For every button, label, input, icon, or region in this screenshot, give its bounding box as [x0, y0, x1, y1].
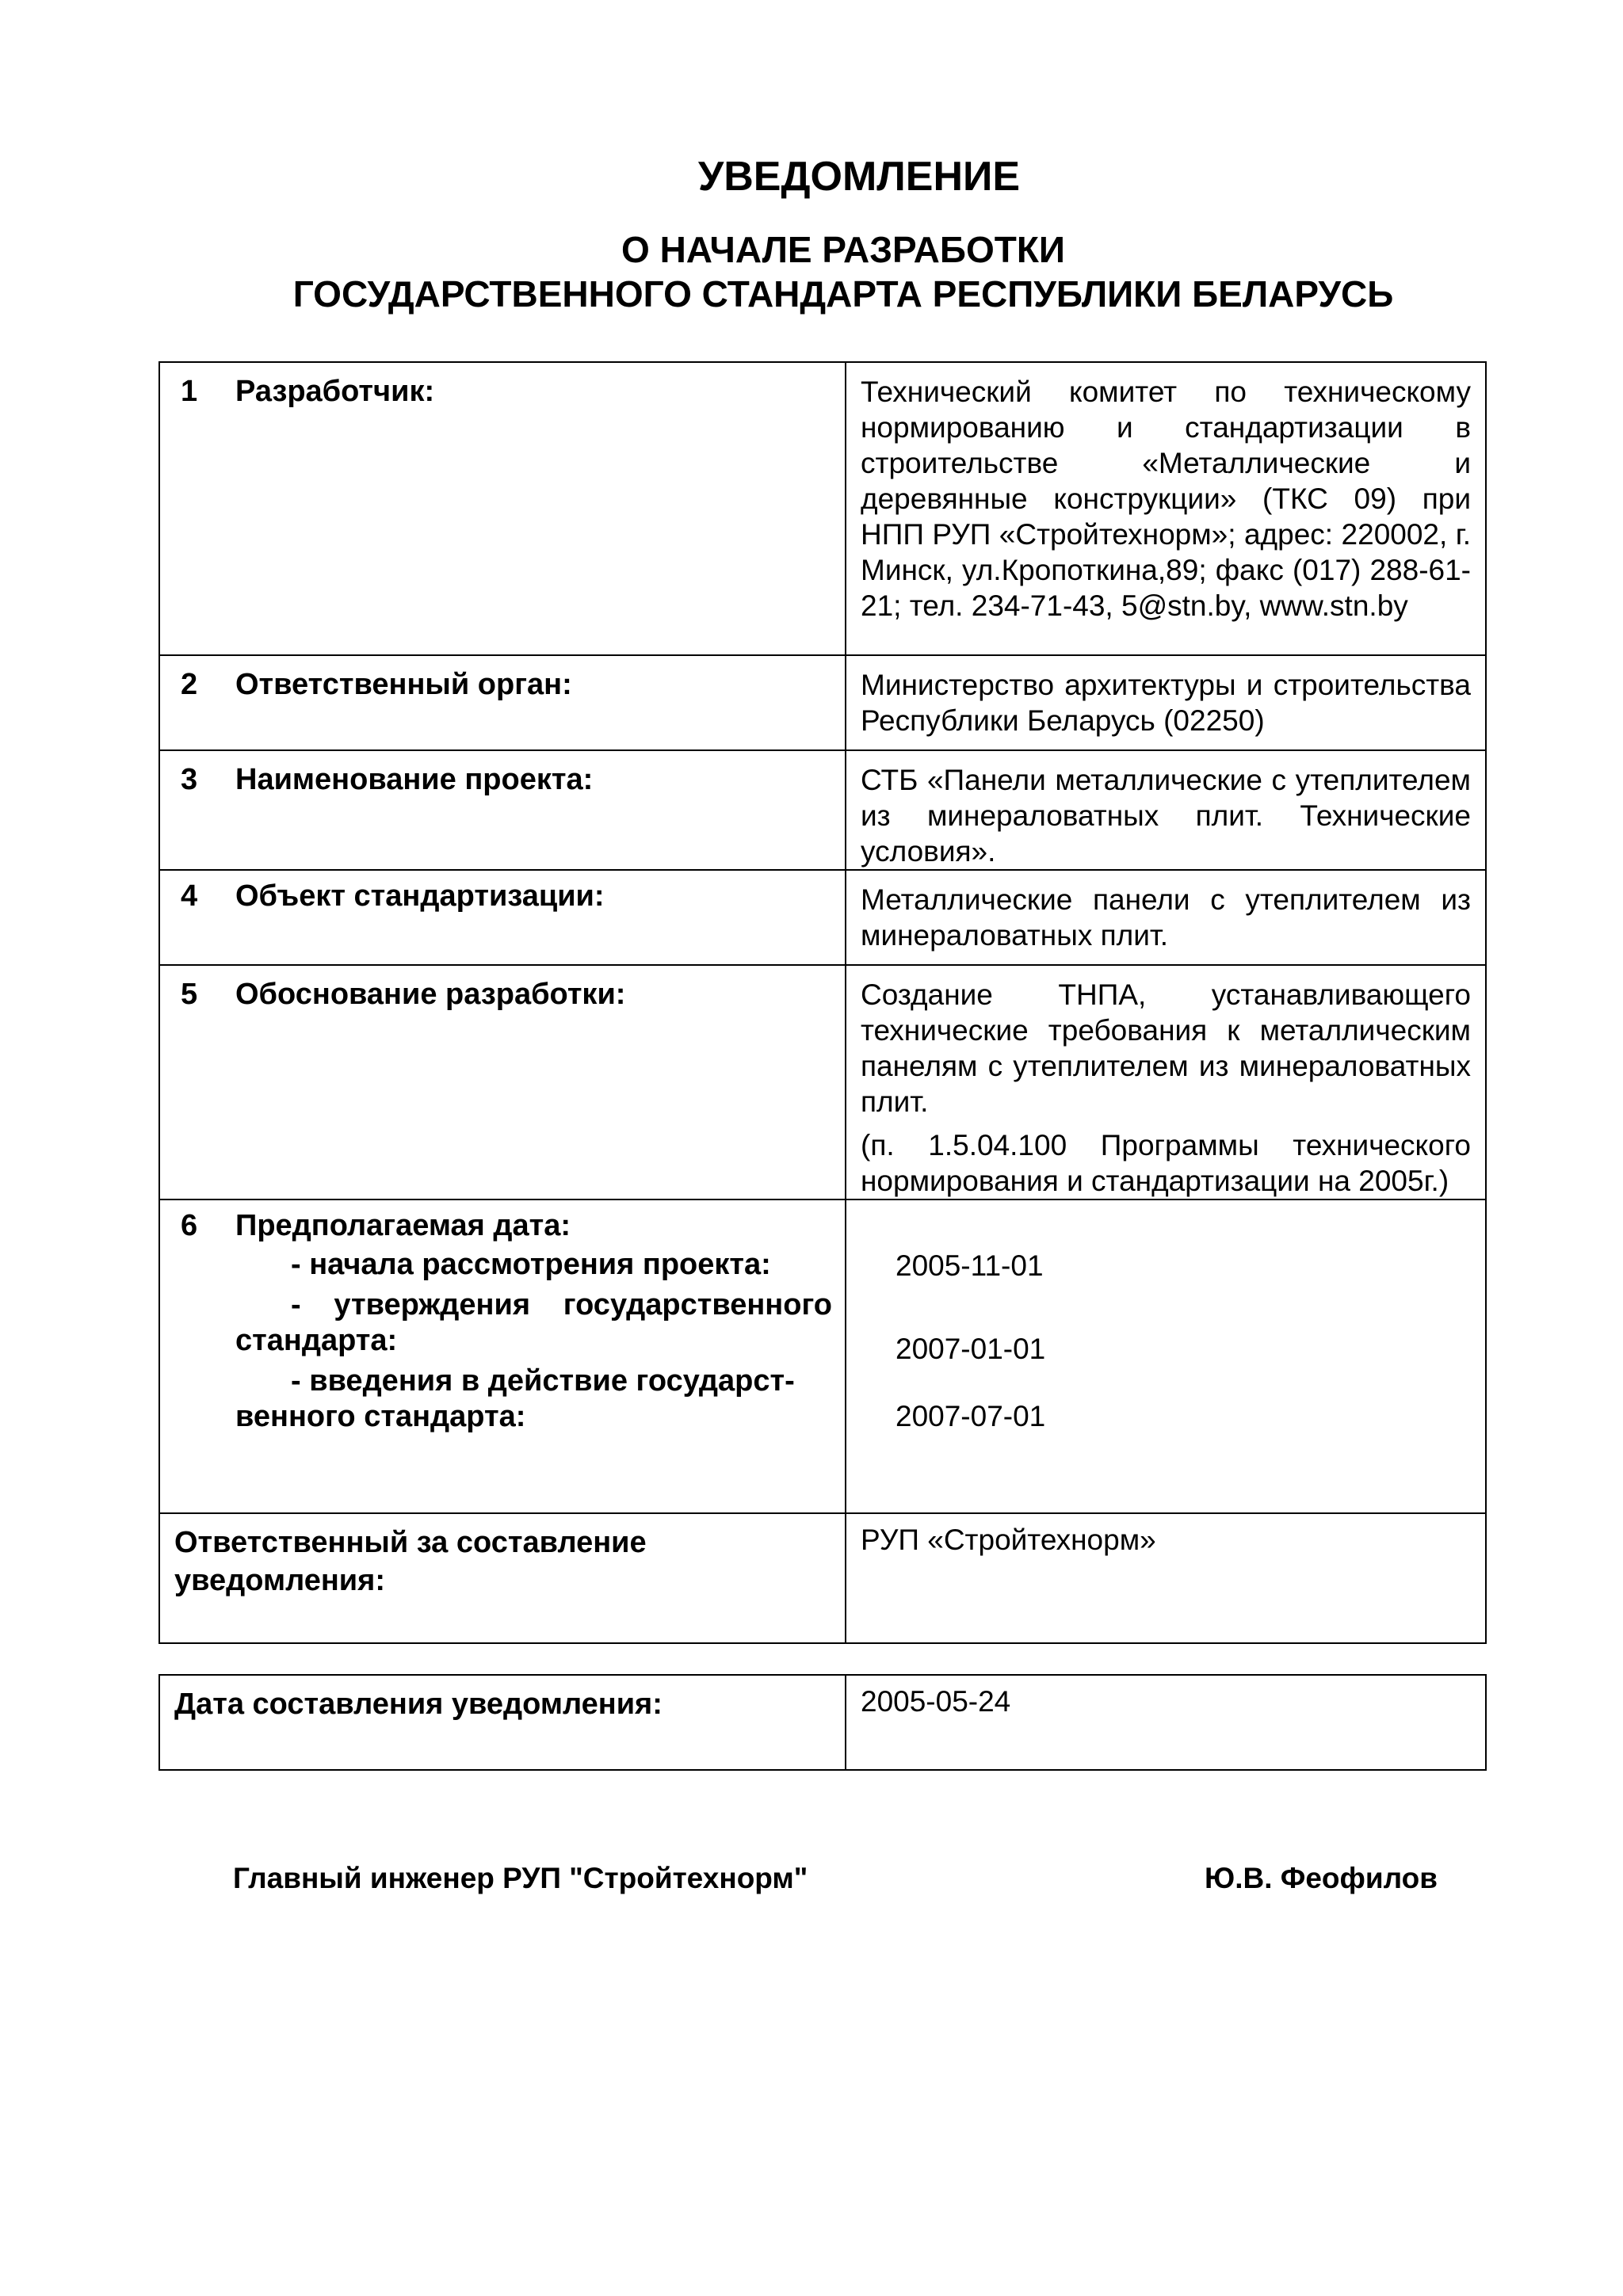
- enactment-label-line2: венного стандарта:: [235, 1400, 526, 1433]
- table-row: [159, 1675, 1486, 1770]
- row-number: 4: [181, 879, 198, 913]
- row-label: Предполагаемая дата:: [235, 1209, 571, 1242]
- date-sublabels: [160, 1247, 845, 1435]
- responsible-body-value: Министерство архитектуры и строительства Республики Беларусь (02250): [846, 655, 1486, 750]
- row-number: 3: [181, 763, 198, 796]
- dates-column: [846, 1200, 1485, 1512]
- project-name-value: СТБ «Панели металлические с утеплителем из минераловатных плит. Технические условия».: [846, 750, 1486, 870]
- dates-cell: [846, 1199, 1486, 1513]
- row-label: Ответственный орган:: [235, 668, 572, 701]
- approval-date: 2007-01-01: [896, 1333, 1046, 1365]
- row-number: 6: [181, 1209, 198, 1242]
- row-label: Разработчик:: [235, 375, 435, 408]
- row-number: 5: [181, 978, 198, 1011]
- table-row: [159, 1199, 1486, 1513]
- justification-text: Создание ТНПА, устанавливающего технические требования к металлическим панелям с утеплителем из минераловатных плит.: [861, 978, 1471, 1118]
- responsible-label: Ответственный за составление уведомления:: [159, 1513, 846, 1643]
- row-label: Объект стандартизации:: [235, 879, 605, 913]
- row-label-cell: [159, 965, 846, 1199]
- row-label-cell: [159, 362, 846, 655]
- developer-value: Технический комитет по техническому нормированию и стандартизации в строительстве «Металлические и деревянные конструкции» (ТКС 09) при НПП РУП «Стройтехнорм»; адрес: 220002, г. Минск, ул.Кропоткина,89; факс (017) 288-61-21; тел. 234-71-43, 5@stn.by, www.stn.by: [846, 362, 1486, 655]
- responsible-table: [158, 1512, 1487, 1644]
- document-title: УВЕДОМЛЕНИЕ: [697, 154, 1021, 200]
- notice-details-table: [158, 361, 1487, 1514]
- approval-label-line2: стандарта:: [235, 1324, 398, 1357]
- table-row: [159, 655, 1486, 750]
- responsible-value: РУП «Стройтехнорм»: [846, 1513, 1486, 1643]
- table-row: [159, 750, 1486, 870]
- row-label-cell: [159, 1199, 846, 1513]
- row-number: 1: [181, 375, 198, 408]
- row-label-cell: [159, 750, 846, 870]
- notice-date-value: 2005-05-24: [846, 1675, 1486, 1770]
- enactment-label-line1: - введения в действие государст-: [291, 1364, 795, 1398]
- row-label-cell: [159, 870, 846, 965]
- enactment-date: 2007-07-01: [896, 1400, 1046, 1432]
- signature-position: Главный инженер РУП "Стройтехнорм": [233, 1862, 808, 1894]
- row-label: Наименование проекта:: [235, 763, 594, 796]
- approval-label-line1: - утверждения государственного: [291, 1288, 832, 1322]
- justification-cell: [846, 965, 1486, 1199]
- row-label-cell: [159, 655, 846, 750]
- table-row: [159, 1513, 1486, 1643]
- table-row: [159, 362, 1486, 655]
- document-subtitle-line2: ГОСУДАРСТВЕННОГО СТАНДАРТА РЕСПУБЛИКИ БЕЛАРУСЬ: [292, 273, 1394, 315]
- notice-date-table: [158, 1674, 1487, 1771]
- justification-reference: (п. 1.5.04.100 Программы технического нормирования и стандартизации на 2005г.): [861, 1129, 1471, 1197]
- table-row: [159, 965, 1486, 1199]
- start-review-label: - начала рассмотрения проекта:: [291, 1248, 771, 1281]
- row-label: Обоснование разработки:: [235, 978, 626, 1011]
- document-subtitle-line1: О НАЧАЛЕ РАЗРАБОТКИ: [621, 229, 1065, 270]
- table-row: [159, 870, 1486, 965]
- standardization-object-value: Металлические панели с утеплителем из минераловатных плит.: [846, 870, 1486, 965]
- notice-date-label: Дата составления уведомления:: [159, 1675, 846, 1770]
- row-number: 2: [181, 668, 198, 701]
- signature-name: Ю.В. Феофилов: [1205, 1862, 1438, 1894]
- start-review-date: 2005-11-01: [896, 1249, 1044, 1282]
